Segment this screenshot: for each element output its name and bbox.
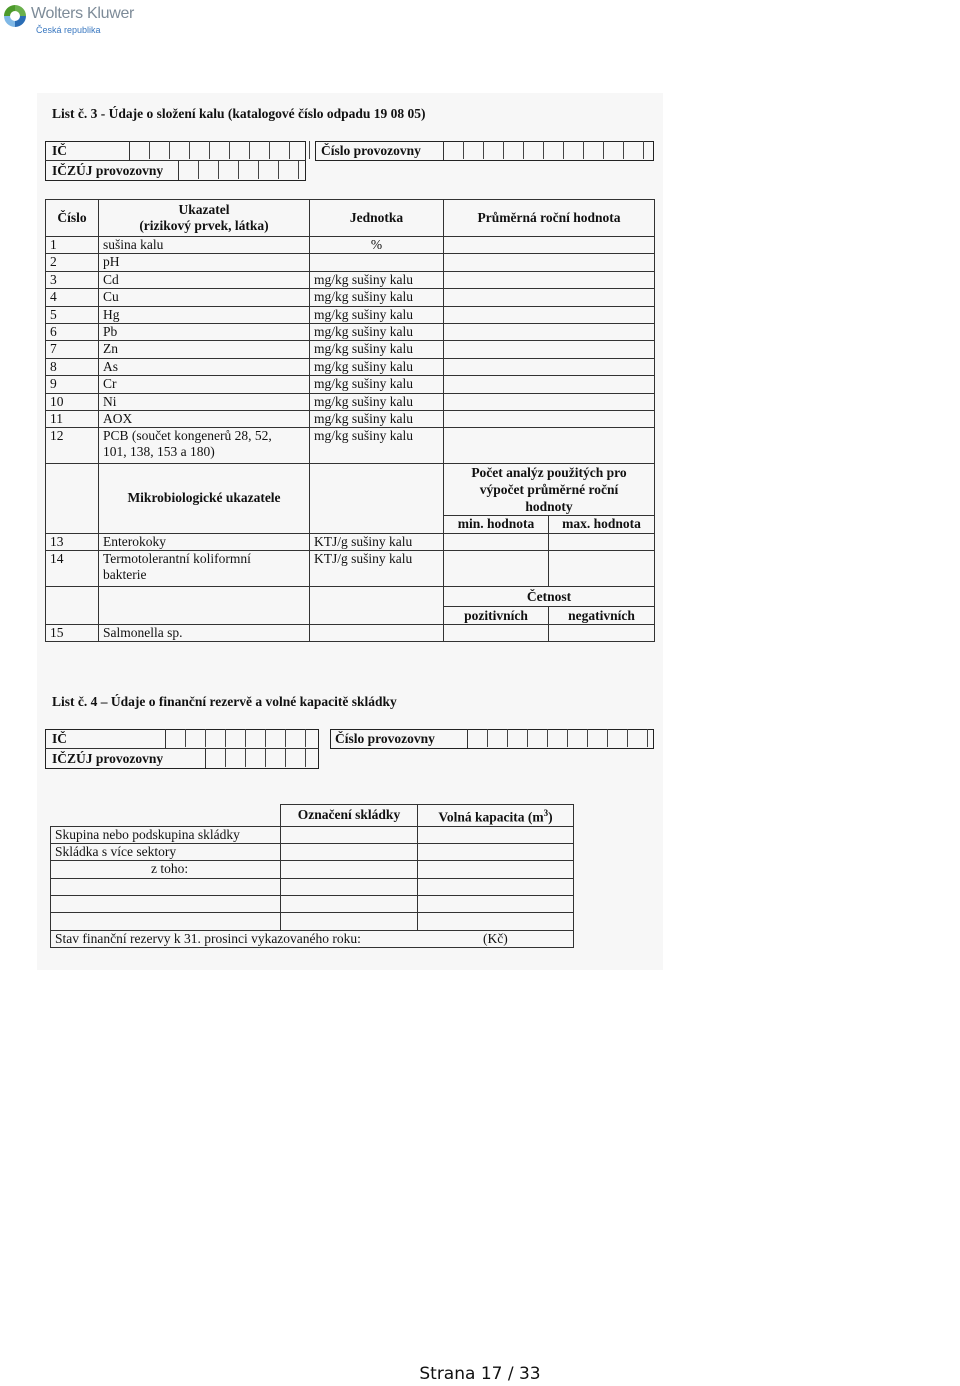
row-name: Zn (99, 341, 310, 358)
row-number: 7 (46, 341, 99, 358)
row-unit: mg/kg sušiny kalu (310, 341, 444, 358)
list3-iczuj-cells[interactable] (178, 161, 299, 180)
brand-name: Wolters Kluwer (31, 5, 135, 22)
negativnich-header: negativních (549, 607, 655, 625)
row-name: Pb (99, 323, 310, 340)
pocet-line1: Počet analýz použitých pro (471, 465, 627, 481)
row-number: 3 (46, 271, 99, 288)
list4-title: List č. 4 – Údaje o finanční rezervě a volné kapacitě skládky (52, 694, 397, 709)
row-unit: mg/kg sušiny kalu (310, 393, 444, 410)
row-value-cell[interactable] (444, 237, 655, 254)
row-oznaceni-cell[interactable] (281, 826, 418, 843)
row-name: Cu (99, 289, 310, 306)
row-unit: mg/kg sušiny kalu (310, 376, 444, 393)
list4-capacity-table (50, 804, 574, 948)
pozitivnich-header: pozitivních (444, 607, 549, 625)
row-kapacita-cell[interactable] (418, 913, 574, 930)
row-unit: % (310, 237, 444, 254)
table-row (46, 625, 655, 642)
row-unit: mg/kg sušiny kalu (310, 428, 444, 464)
row-value-cell[interactable] (444, 306, 655, 323)
row-unit: mg/kg sušiny kalu (310, 271, 444, 288)
row-unit: KTJ/g sušiny kalu (310, 551, 444, 587)
volna-kapacita-text: Volná kapacita (m (438, 809, 544, 825)
row-number: 12 (46, 428, 99, 464)
row-empty-label[interactable] (51, 878, 281, 895)
row14-name-line1: Termotolerantní koliformní (103, 551, 251, 567)
row-kapacita-cell[interactable] (418, 861, 574, 878)
row-kapacita-cell[interactable] (418, 896, 574, 913)
row-number: 14 (46, 551, 99, 587)
row-value-cell[interactable] (444, 393, 655, 410)
row-number: 5 (46, 306, 99, 323)
list4-iczuj-cells[interactable] (205, 749, 306, 768)
logo-globe-icon (4, 5, 26, 27)
row-value-cell[interactable] (444, 410, 655, 427)
row-unit (310, 625, 444, 642)
pocet-line2: výpočet průměrné roční (479, 482, 619, 498)
row-name (99, 428, 310, 464)
header-ukazatel-line1: Ukazatel (178, 202, 230, 217)
table-row (46, 323, 655, 340)
volna-kapacita-end: ) (548, 809, 553, 825)
row-value-cell[interactable] (444, 254, 655, 271)
row-value-cell[interactable] (444, 428, 655, 464)
header-jednotka: Jednotka (310, 200, 444, 237)
row-name (99, 551, 310, 587)
table-row (46, 237, 655, 254)
micro-heading: Mikrobiologické ukazatele (99, 464, 310, 533)
table-row (51, 896, 574, 913)
header-oznaceni-skladky: Označení skládky (281, 805, 418, 827)
row-max-cell[interactable] (549, 533, 655, 550)
list4-corner (51, 805, 281, 827)
row-oznaceni-cell[interactable] (281, 878, 418, 895)
row-name: Cd (99, 271, 310, 288)
row-sektory-label: Skládka s více sektory (51, 843, 281, 860)
table-row (46, 533, 655, 550)
row-negativnich-cell[interactable] (549, 625, 655, 642)
row-number: 8 (46, 358, 99, 375)
pocet-line3: hodnoty (525, 499, 573, 515)
header-volna-kapacita (418, 805, 574, 827)
list3-title: List č. 3 - Údaje o složení kalu (katalogové číslo odpadu 19 08 05) (52, 106, 426, 121)
row-unit: mg/kg sušiny kalu (310, 410, 444, 427)
row-unit: mg/kg sušiny kalu (310, 289, 444, 306)
page-number: Strana 17 / 33 (419, 1364, 541, 1384)
row-unit: mg/kg sušiny kalu (310, 358, 444, 375)
stav-rezervy-cell[interactable] (51, 930, 574, 947)
row-name: Ni (99, 393, 310, 410)
row-oznaceni-cell[interactable] (281, 861, 418, 878)
row-number: 9 (46, 376, 99, 393)
row-min-cell[interactable] (444, 551, 549, 587)
row-unit (310, 254, 444, 271)
table-row (46, 306, 655, 323)
row-number: 10 (46, 393, 99, 410)
row-value-cell[interactable] (444, 271, 655, 288)
cetnost-blank (310, 587, 444, 625)
row-pozitivnich-cell[interactable] (444, 625, 549, 642)
list4-iczuj-label: IČZÚJ provozovny (52, 751, 164, 766)
table-row (46, 341, 655, 358)
table-row (46, 376, 655, 393)
table-row (51, 826, 574, 843)
row-number: 1 (46, 237, 99, 254)
row-name: Enterokoky (99, 533, 310, 550)
row-skupina-label: Skupina nebo podskupina skládky (51, 826, 281, 843)
row-value-cell[interactable] (444, 376, 655, 393)
max-hodnota-header: max. hodnota (549, 516, 655, 533)
wolters-kluwer-logo (4, 3, 144, 37)
row-name: Cr (99, 376, 310, 393)
table-row (51, 878, 574, 895)
row-value-cell[interactable] (444, 341, 655, 358)
row-value-cell[interactable] (444, 358, 655, 375)
header-prumerna-hodnota: Průměrná roční hodnota (444, 200, 655, 237)
row-number: 11 (46, 410, 99, 427)
row-number: 15 (46, 625, 99, 642)
row12-name-line1: PCB (součet kongenerů 28, 52, (103, 428, 272, 444)
list4-provozovna-label: Číslo provozovny (335, 731, 435, 746)
brand-sub: Česká republika (36, 25, 101, 35)
row-min-cell[interactable] (444, 533, 549, 550)
row-ztoho-label: z toho: (51, 861, 281, 878)
table-row (51, 861, 574, 878)
row-kapacita-cell[interactable] (418, 878, 574, 895)
list3-composition-table (45, 199, 655, 642)
row-name: pH (99, 254, 310, 271)
row-number: 6 (46, 323, 99, 340)
list4-provozovna-cells[interactable] (467, 729, 648, 748)
row-value-cell[interactable] (444, 289, 655, 306)
stav-rezervy-unit: (Kč) (483, 930, 508, 946)
table-row (46, 254, 655, 271)
list3-provozovna-cells[interactable] (443, 141, 644, 160)
row-name: AOX (99, 410, 310, 427)
stav-row (51, 930, 574, 947)
cetnost-header: Četnost (444, 587, 655, 607)
row-kapacita-cell[interactable] (418, 826, 574, 843)
table-header-row (46, 200, 655, 237)
micro-blank-cell (46, 464, 99, 533)
table-row (46, 358, 655, 375)
row-max-cell[interactable] (549, 551, 655, 587)
table-row (51, 843, 574, 860)
micro-pocet-analyz (444, 464, 655, 516)
row-empty-label[interactable] (51, 896, 281, 913)
min-hodnota-header: min. hodnota (444, 516, 549, 533)
row-unit: mg/kg sušiny kalu (310, 306, 444, 323)
table-row (46, 289, 655, 306)
list3-ic-label: IČ (52, 143, 68, 158)
row14-name-line2: bakterie (103, 567, 147, 583)
row-name: Salmonella sp. (99, 625, 310, 642)
table-row (46, 551, 655, 587)
row-name: sušina kalu (99, 237, 310, 254)
list4-header-row (51, 805, 574, 827)
list3-ic-cells[interactable] (129, 141, 310, 160)
micro-header-row (46, 464, 655, 516)
micro-blank-unit (310, 464, 444, 533)
header-ukazatel (99, 200, 310, 237)
row12-name-line2: 101, 138, 153 a 180) (103, 444, 215, 460)
cetnost-blank (99, 587, 310, 625)
list3-provozovna-label: Číslo provozovny (321, 143, 421, 158)
cetnost-blank (46, 587, 99, 625)
cetnost-row (46, 587, 655, 607)
row-empty-label[interactable] (51, 913, 281, 930)
header-cislo: Číslo (46, 200, 99, 237)
table-row (46, 271, 655, 288)
table-row (51, 913, 574, 930)
row-kapacita-cell[interactable] (418, 843, 574, 860)
list4-ic-label: IČ (52, 731, 68, 746)
row-unit: mg/kg sušiny kalu (310, 323, 444, 340)
row-number: 4 (46, 289, 99, 306)
row-number: 13 (46, 533, 99, 550)
row-oznaceni-cell[interactable] (281, 896, 418, 913)
header-ukazatel-line2: (rizikový prvek, látka) (139, 218, 269, 233)
list3-iczuj-label: IČZÚJ provozovny (52, 163, 164, 178)
row-name: Hg (99, 306, 310, 323)
row-value-cell[interactable] (444, 323, 655, 340)
stav-rezervy-label: Stav finanční rezervy k 31. prosinci vykazovaného roku: (55, 930, 361, 946)
volna-kapacita-sup: 3 (543, 808, 549, 818)
row-number: 2 (46, 254, 99, 271)
table-row (46, 410, 655, 427)
table-row (46, 428, 655, 464)
table-row (46, 393, 655, 410)
row-name: As (99, 358, 310, 375)
list4-ic-cells[interactable] (165, 729, 306, 748)
row-oznaceni-cell[interactable] (281, 913, 418, 930)
row-oznaceni-cell[interactable] (281, 843, 418, 860)
row-unit: KTJ/g sušiny kalu (310, 533, 444, 550)
